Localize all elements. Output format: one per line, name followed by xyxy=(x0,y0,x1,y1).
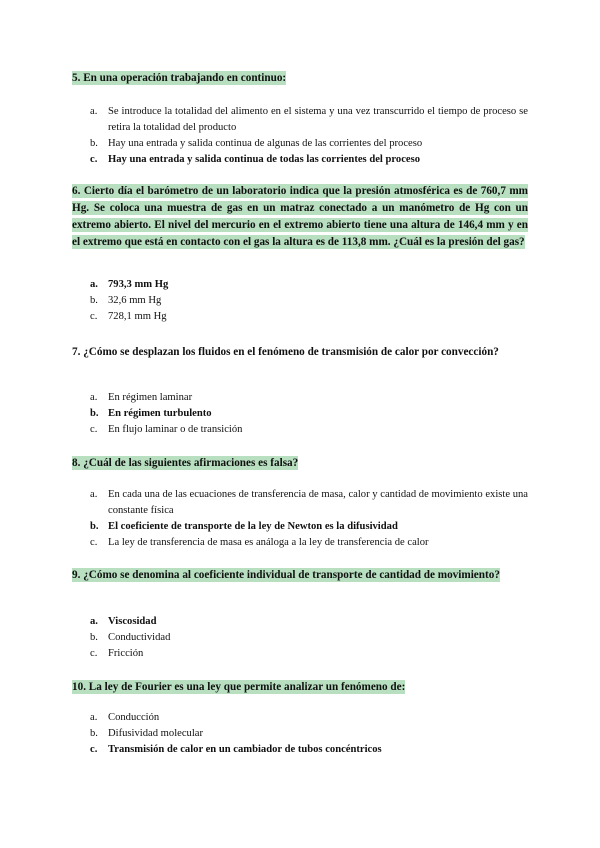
option-9a: a. Viscosidad xyxy=(90,616,157,627)
option-6b: b. 32,6 mm Hg xyxy=(90,295,162,306)
option-10b: b. Difusividad molecular xyxy=(90,728,204,739)
question-5-text: 5. En una operación trabajando en continuo: xyxy=(72,72,287,84)
option-6c: c. 728,1 mm Hg xyxy=(90,311,167,322)
question-8-text: 8. ¿Cuál de las siguientes afirmaciones es falsa? xyxy=(72,457,299,469)
question-9-options xyxy=(90,614,528,662)
question-9 xyxy=(72,567,528,584)
question-8 xyxy=(72,455,528,472)
option-5b: b. Hay una entrada y salida continua de algunas de las corrientes del proceso xyxy=(90,138,423,149)
question-9-text: 9. ¿Cómo se denomina al coeficiente individual de transporte de cantidad de movimiento? xyxy=(72,569,500,581)
option-10c: c. Transmisión de calor en un cambiador de tubos concéntricos xyxy=(90,744,382,755)
option-8a: a. En cada una de las ecuaciones de transferencia de masa, calor y cantidad de movimiento existe una constante física xyxy=(90,489,528,516)
option-10a: a. Conducción xyxy=(90,712,160,723)
question-6-options xyxy=(90,277,528,325)
option-5c: c. Hay una entrada y salida continua de todas las corrientes del proceso xyxy=(90,154,421,165)
option-9b: b. Conductividad xyxy=(90,632,171,643)
question-10 xyxy=(72,679,528,696)
question-6-text: 6. Cierto día el barómetro de un laboratorio indica que la presión atmosférica es de 760,7 mm Hg. Se coloca una muestra de gas en un matraz conectado a un manómetro de Hg con un extremo abierto. El nivel del mercurio en el extremo abierto tiene una altura de 146,4 mm y en el extremo que está en contacto con el gas la altura es de 113,8 mm. ¿Cuál es la presión del gas? xyxy=(72,185,528,248)
question-7-text: 7. ¿Cómo se desplazan los fluidos en el fenómeno de transmisión de calor por convección? xyxy=(72,346,499,358)
option-7a: a. En régimen laminar xyxy=(90,392,193,403)
question-6 xyxy=(72,183,528,251)
question-8-options xyxy=(90,487,528,551)
option-9c: c. Fricción xyxy=(90,648,144,659)
question-10-options xyxy=(90,710,528,758)
question-7-options xyxy=(90,390,528,438)
option-7c: c. En flujo laminar o de transición xyxy=(90,424,243,435)
question-10-text: 10. La ley de Fourier es una ley que permite analizar un fenómeno de: xyxy=(72,681,406,693)
option-6a: a. 793,3 mm Hg xyxy=(90,279,169,290)
question-7 xyxy=(72,344,528,361)
option-8c: c. La ley de transferencia de masa es análoga a la ley de transferencia de calor xyxy=(90,537,429,548)
option-8b: b. El coeficiente de transporte de la ley de Newton es la difusividad xyxy=(90,521,398,532)
question-5-options xyxy=(90,104,528,168)
question-5 xyxy=(72,70,528,87)
option-7b: b. En régimen turbulento xyxy=(90,408,212,419)
option-5a: a. Se introduce la totalidad del alimento en el sistema y una vez transcurrido el tiempo de proceso se retira la totalidad del producto xyxy=(90,106,528,133)
